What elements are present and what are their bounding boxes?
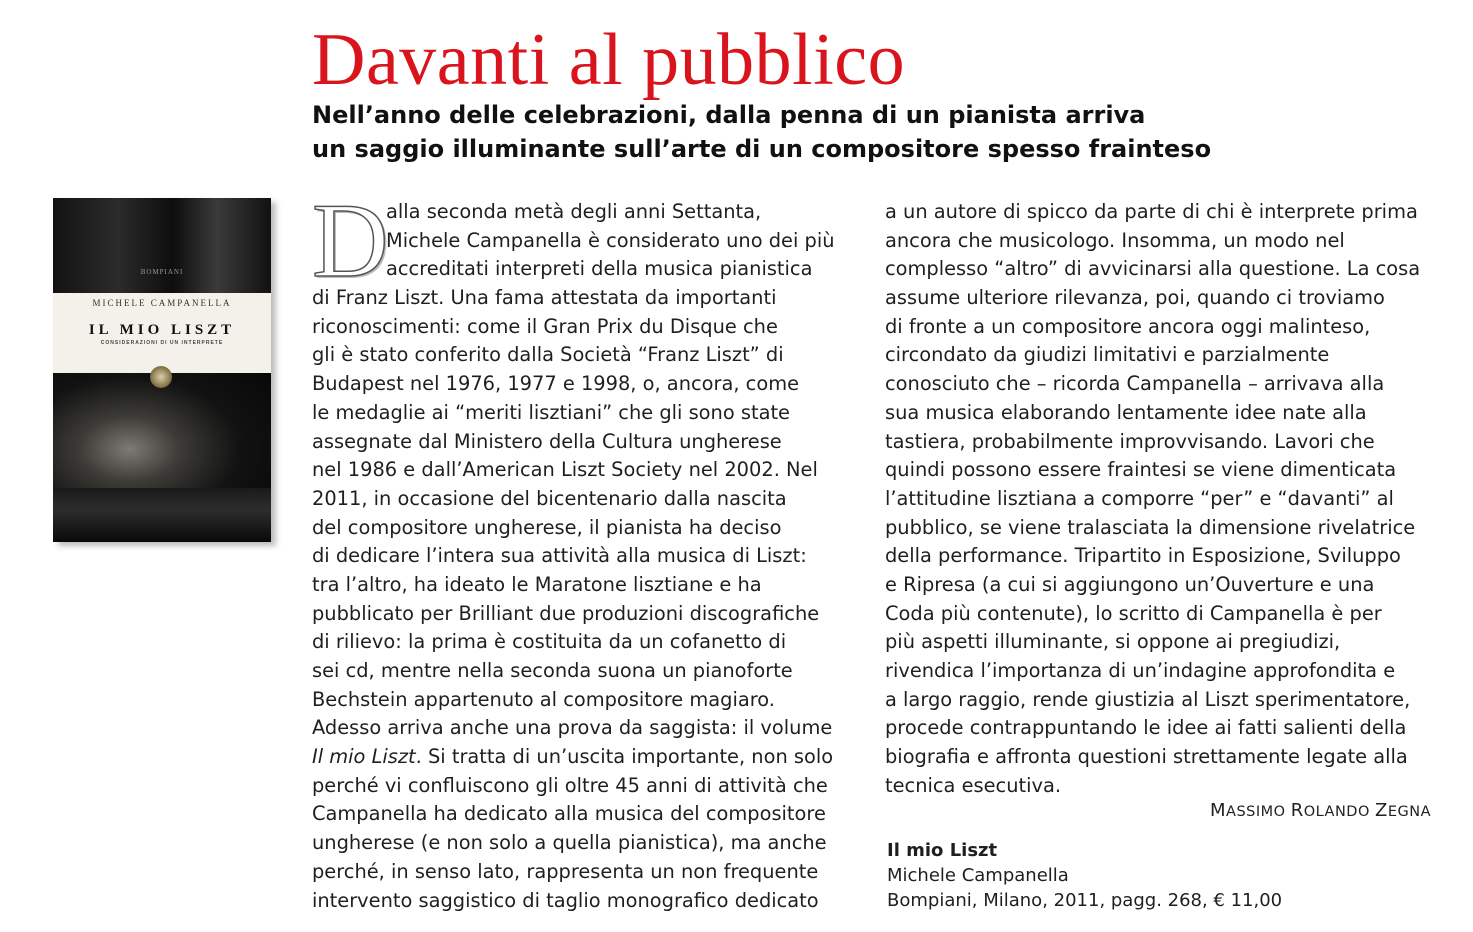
author-signature: MASSIMO ROLANDO ZEGNA	[1210, 800, 1431, 821]
book-title-italic: Il mio Liszt	[312, 745, 416, 769]
cover-author: MICHELE CAMPANELLA	[92, 298, 232, 308]
body-line: più aspetti illuminante, si oppone ai pregiudizi,	[885, 630, 1341, 654]
body-line: gli è stato conferito dalla Società “Franz Liszt” di	[312, 343, 784, 367]
body-line: 2011, in occasione del bicentenario dalla nascita	[312, 486, 787, 510]
book-details: Bompiani, Milano, 2011, pagg. 268, € 11,00	[887, 890, 1283, 911]
body-line: intervento saggistico di taglio monografico dedicato	[312, 888, 819, 912]
body-line: di rilievo: la prima è costituita da un cofanetto di	[312, 630, 787, 654]
body-line: Budapest nel 1976, 1977 e 1998, o, ancora, come	[312, 372, 800, 396]
body-line: Coda più contenute), lo scritto di Campanella è per	[885, 601, 1382, 625]
article-title: Davanti al pubblico	[312, 19, 906, 101]
body-line: ancora che musicologo. Insomma, un modo nel	[885, 228, 1345, 252]
body-text: . Si tratta di un’uscita importante, non solo	[415, 745, 834, 769]
body-line: biografia e affronta questioni strettamente legate alla	[885, 745, 1408, 769]
body-line: circondato da giudizi limitativi e parzialmente	[885, 343, 1330, 367]
body-line: nel 1986 e dall’American Liszt Society nel 2002. Nel	[312, 458, 818, 482]
book-author: Michele Campanella	[887, 865, 1069, 886]
body-line: rivendica l’importanza di un’indagine approfondita e	[885, 659, 1396, 682]
body-line: l’attitudine lisztiana a comporre “per” e “davanti” al	[885, 486, 1394, 510]
body-line: e Ripresa (a cui si aggiungono un’Ouverture e una	[885, 572, 1375, 596]
body-line: le medaglie ai “meriti lisztiani” che gli sono state	[312, 400, 790, 424]
cover-title: IL MIO LISZT	[88, 322, 236, 338]
cover-curtain	[53, 198, 271, 293]
body-line: tastiera, probabilmente improvvisando. Lavori che	[885, 429, 1375, 453]
body-line: alla seconda metà degli anni Settanta,	[386, 200, 762, 223]
cover-subtitle: CONSIDERAZIONI DI UN INTERPRETE	[100, 340, 224, 346]
article-subtitle	[312, 98, 1232, 166]
body-line: pubblico, se viene tralasciata la dimensione rivelatrice	[885, 515, 1416, 539]
subtitle-line: Nell’anno delle celebrazioni, dalla penna di un pianista arriva	[312, 101, 1146, 129]
article-column-1	[312, 182, 872, 915]
body-line: Michele Campanella è considerato uno dei più	[386, 228, 835, 252]
body-line: tecnica esecutiva.	[885, 773, 1062, 797]
body-line	[312, 743, 872, 772]
body-line: sua musica elaborando lentamente idee nate alla	[885, 400, 1367, 424]
body-line: di Franz Liszt. Una fama attestata da importanti	[312, 286, 777, 310]
body-line: riconoscimenti: come il Gran Prix du Disque che	[312, 314, 778, 338]
body-line: Adesso arriva anche una prova da saggista: il volume	[312, 716, 833, 740]
body-line: pubblicato per Brilliant due produzioni discografiche	[312, 601, 820, 625]
body-line: tra l’altro, ha ideato le Maratone lisztiane e ha	[312, 572, 762, 596]
cover-piano	[53, 488, 271, 542]
body-line: complesso “altro” di avvicinarsi alla questione. La cosa	[885, 257, 1421, 281]
article-column-2	[885, 198, 1455, 800]
body-line: quindi possono essere fraintesi se viene dimenticata	[885, 458, 1397, 482]
body-line: Campanella ha dedicato alla musica del compositore	[312, 802, 826, 826]
body-line: a un autore di spicco da parte di chi è interprete prima	[885, 200, 1418, 223]
body-line: a largo raggio, rende giustizia al Liszt sperimentatore,	[885, 687, 1411, 711]
body-line: ungherese (e non solo a quella pianistica), ma anche	[312, 831, 827, 855]
body-line: perché vi confluiscono gli oltre 45 anni di attività che	[312, 773, 828, 797]
body-line: conosciuto che – ricorda Campanella – arrivava alla	[885, 372, 1385, 396]
body-line: assume ulteriore rilevanza, poi, quando ci troviamo	[885, 286, 1385, 310]
publisher-emblem-icon	[150, 366, 172, 388]
body-line: Bechstein appartenuto al compositore magiaro.	[312, 687, 775, 711]
subtitle-line: un saggio illuminante sull’arte di un compositore spesso frainteso	[312, 135, 1212, 163]
body-line: del compositore ungherese, il pianista ha deciso	[312, 515, 782, 539]
body-line: procede contrappuntando le idee ai fatti salienti della	[885, 716, 1407, 740]
drop-cap: D	[312, 182, 389, 299]
body-line: perché, in senso lato, rappresenta un non frequente	[312, 859, 819, 883]
book-cover-image	[53, 198, 271, 542]
cover-publisher: BOMPIANI	[140, 268, 184, 276]
body-line: assegnate dal Ministero della Cultura ungherese	[312, 429, 782, 453]
body-line: di fronte a un compositore ancora oggi malinteso,	[885, 314, 1371, 338]
body-line: di dedicare l’intera sua attività alla musica di Liszt:	[312, 544, 807, 568]
body-line: accreditati interpreti della musica pianistica	[386, 257, 813, 281]
book-title: Il mio Liszt	[887, 840, 998, 861]
body-line: della performance. Tripartito in Esposizione, Sviluppo	[885, 544, 1401, 568]
body-line: sei cd, mentre nella seconda suona un pianoforte	[312, 659, 793, 682]
book-credits	[887, 838, 1282, 913]
